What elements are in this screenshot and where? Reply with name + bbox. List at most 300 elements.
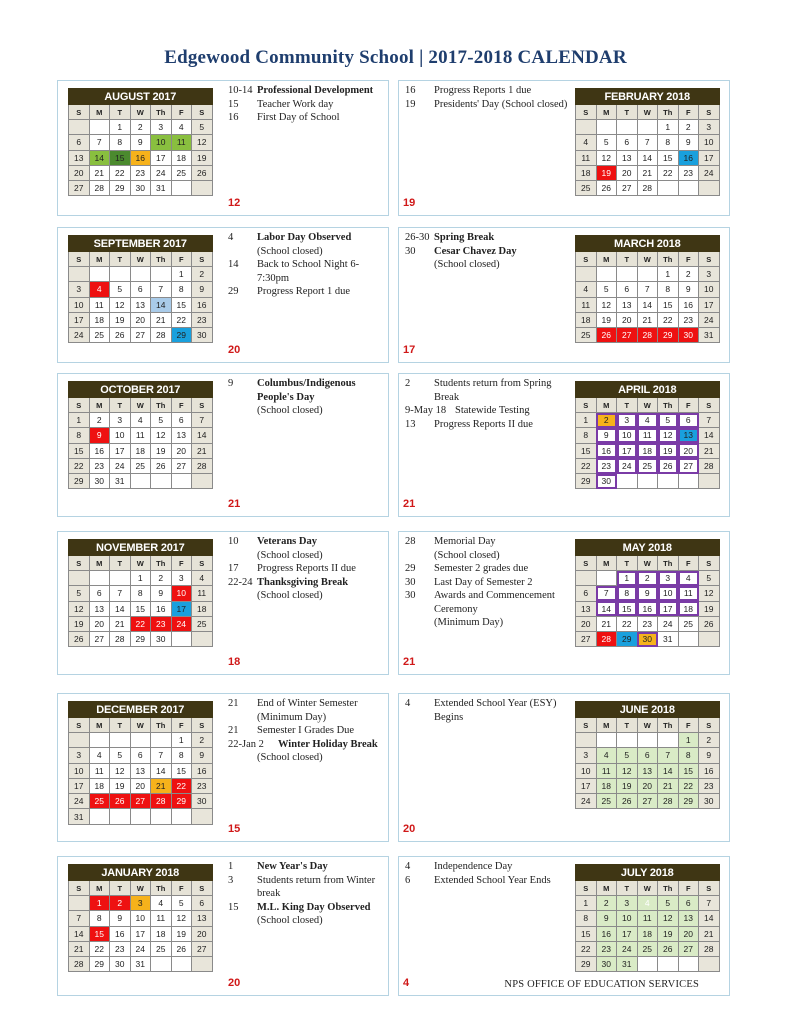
calendar-day: 15 xyxy=(576,443,597,458)
event-date: 4 xyxy=(228,232,234,243)
event-list xyxy=(228,84,388,125)
calendar-day: 4 xyxy=(130,413,151,428)
calendar-empty-cell xyxy=(637,120,658,135)
calendar-day: 13 xyxy=(678,911,699,926)
calendar-day: 1 xyxy=(576,413,597,428)
calendar-day: 18 xyxy=(151,926,172,941)
calendar-day: 20 xyxy=(192,926,213,941)
event-item xyxy=(405,84,571,98)
calendar-day: 30 xyxy=(637,632,658,647)
calendar-day: 25 xyxy=(171,165,192,180)
calendar-day: 10 xyxy=(617,911,638,926)
day-of-week-header: Th xyxy=(151,556,172,571)
month-panel xyxy=(57,856,389,996)
calendar-empty-cell xyxy=(110,733,131,748)
calendar-day: 27 xyxy=(617,181,638,196)
day-of-week-header: W xyxy=(637,718,658,733)
event-text: Extended School Year (ESY) Begins xyxy=(434,698,557,723)
event-item xyxy=(405,874,571,888)
calendar-day: 12 xyxy=(110,297,131,312)
calendar-day: 3 xyxy=(617,413,638,428)
day-of-week-header: S xyxy=(69,718,90,733)
calendar-empty-cell xyxy=(637,474,658,489)
event-date: 2 xyxy=(405,378,411,389)
event-item xyxy=(228,84,388,98)
day-of-week-header: Th xyxy=(151,252,172,267)
calendar-day: 13 xyxy=(130,297,151,312)
calendar-empty-cell xyxy=(617,120,638,135)
calendar-day: 1 xyxy=(171,267,192,282)
calendar-day: 17 xyxy=(576,778,597,793)
event-date: 1 xyxy=(228,861,234,872)
calendar-day: 1 xyxy=(678,733,699,748)
school-day-count: 21 xyxy=(403,498,416,510)
month-name: AUGUST 2017 xyxy=(69,89,213,105)
event-text: End of Winter Semester xyxy=(257,698,358,709)
day-of-week-header: S xyxy=(69,881,90,896)
calendar-day: 11 xyxy=(192,586,213,601)
calendar-day: 2 xyxy=(678,267,699,282)
calendar-day: 10 xyxy=(171,586,192,601)
event-text: Last Day of Semester 2 xyxy=(434,576,533,588)
calendar-day: 12 xyxy=(192,135,213,150)
calendar-day: 3 xyxy=(130,896,151,911)
month-name: FEBRUARY 2018 xyxy=(576,89,720,105)
event-date: 6 xyxy=(405,874,411,886)
calendar-day: 16 xyxy=(699,763,720,778)
calendar-day: 29 xyxy=(171,794,192,809)
calendar-day: 2 xyxy=(151,571,172,586)
calendar-day: 7 xyxy=(658,748,679,763)
calendar-day: 3 xyxy=(171,571,192,586)
calendar-day: 12 xyxy=(110,763,131,778)
calendar-day: 28 xyxy=(151,794,172,809)
calendar-day: 28 xyxy=(69,957,90,972)
calendar-day: 2 xyxy=(637,571,658,586)
calendar-day: 24 xyxy=(658,616,679,631)
month-calendar xyxy=(575,701,720,809)
calendar-day: 28 xyxy=(637,181,658,196)
day-of-week-header: M xyxy=(89,398,110,413)
calendar-day: 11 xyxy=(576,297,597,312)
calendar-day: 11 xyxy=(637,911,658,926)
calendar-day: 9 xyxy=(637,586,658,601)
event-item xyxy=(405,377,571,404)
event-text: (School closed) xyxy=(257,405,323,416)
calendar-empty-cell xyxy=(596,571,617,586)
calendar-day: 22 xyxy=(617,616,638,631)
calendar-empty-cell xyxy=(69,896,90,911)
calendar-day: 1 xyxy=(658,120,679,135)
calendar-day: 21 xyxy=(637,312,658,327)
event-date: 3 xyxy=(228,874,234,886)
day-of-week-header: F xyxy=(678,881,699,896)
calendar-day: 5 xyxy=(658,896,679,911)
event-item xyxy=(228,562,388,576)
event-text: (School closed) xyxy=(257,245,323,257)
calendar-day: 9 xyxy=(192,748,213,763)
calendar-day: 19 xyxy=(171,926,192,941)
calendar-day: 9 xyxy=(596,428,617,443)
calendar-empty-cell xyxy=(637,733,658,748)
calendar-day: 16 xyxy=(637,601,658,616)
event-date xyxy=(228,711,257,725)
calendar-day: 2 xyxy=(596,413,617,428)
day-of-week-header: S xyxy=(192,881,213,896)
event-date: 28 xyxy=(405,536,416,547)
calendar-day: 15 xyxy=(89,926,110,941)
calendar-day: 20 xyxy=(89,616,110,631)
calendar-day: 7 xyxy=(596,586,617,601)
calendar-empty-cell xyxy=(130,267,151,282)
calendar-day: 17 xyxy=(617,443,638,458)
calendar-day: 14 xyxy=(89,150,110,165)
day-of-week-header: S xyxy=(576,881,597,896)
event-date: 30 xyxy=(405,245,416,257)
month-panel xyxy=(398,373,730,517)
calendar-day: 16 xyxy=(192,297,213,312)
event-text: Progress Reports II due xyxy=(257,563,356,574)
calendar-day: 14 xyxy=(699,428,720,443)
calendar-day: 27 xyxy=(678,941,699,956)
calendar-day: 5 xyxy=(699,571,720,586)
event-text: Independence Day xyxy=(434,861,513,872)
calendar-day: 29 xyxy=(110,181,131,196)
calendar-day: 28 xyxy=(596,632,617,647)
day-of-week-header: T xyxy=(110,881,131,896)
calendar-day: 11 xyxy=(596,763,617,778)
event-text: M.L. King Day Observed xyxy=(257,901,371,913)
month-panel xyxy=(57,80,389,216)
calendar-day: 26 xyxy=(110,328,131,343)
calendar-day: 3 xyxy=(658,571,679,586)
day-of-week-header: S xyxy=(192,105,213,120)
school-day-count: 4 xyxy=(403,977,410,989)
event-item xyxy=(405,589,571,616)
calendar-day: 24 xyxy=(130,941,151,956)
calendar-day: 12 xyxy=(596,297,617,312)
calendar-empty-cell xyxy=(69,120,90,135)
calendar-day: 5 xyxy=(658,413,679,428)
event-text: Awards and Commencement Ceremony xyxy=(434,590,555,615)
calendar-empty-cell xyxy=(89,809,110,824)
event-date: 17 xyxy=(228,563,239,574)
calendar-day: 15 xyxy=(678,763,699,778)
calendar-day: 20 xyxy=(678,443,699,458)
event-item xyxy=(228,285,388,299)
calendar-empty-cell xyxy=(192,474,213,489)
calendar-day: 25 xyxy=(637,941,658,956)
event-date: 13 xyxy=(405,418,416,430)
calendar-day: 12 xyxy=(658,428,679,443)
calendar-day: 5 xyxy=(110,282,131,297)
calendar-day: 28 xyxy=(89,181,110,196)
day-of-week-header: W xyxy=(637,398,658,413)
day-of-week-header: M xyxy=(596,252,617,267)
calendar-day: 6 xyxy=(637,748,658,763)
month-calendar xyxy=(68,864,213,972)
school-day-count: 19 xyxy=(403,197,416,209)
month-calendar xyxy=(575,381,720,489)
calendar-day: 13 xyxy=(617,297,638,312)
calendar-day: 18 xyxy=(576,165,597,180)
calendar-day: 10 xyxy=(69,763,90,778)
calendar-day: 28 xyxy=(637,328,658,343)
calendar-day: 19 xyxy=(110,312,131,327)
calendar-day: 16 xyxy=(596,926,617,941)
calendar-day: 1 xyxy=(69,413,90,428)
event-text: Spring Break xyxy=(434,232,495,243)
day-of-week-header: W xyxy=(637,252,658,267)
calendar-empty-cell xyxy=(596,267,617,282)
day-of-week-header: S xyxy=(576,105,597,120)
calendar-day: 18 xyxy=(89,312,110,327)
calendar-day: 16 xyxy=(192,763,213,778)
calendar-day: 23 xyxy=(678,165,699,180)
calendar-day: 23 xyxy=(130,165,151,180)
calendar-empty-cell xyxy=(89,120,110,135)
calendar-day: 23 xyxy=(678,312,699,327)
calendar-day: 27 xyxy=(89,632,110,647)
event-date: 21 xyxy=(228,698,239,709)
calendar-day: 12 xyxy=(658,911,679,926)
calendar-day: 11 xyxy=(678,586,699,601)
month-calendar xyxy=(575,88,720,196)
calendar-day: 22 xyxy=(658,312,679,327)
calendar-day: 22 xyxy=(171,312,192,327)
calendar-day: 1 xyxy=(130,571,151,586)
calendar-empty-cell xyxy=(617,267,638,282)
calendar-empty-cell xyxy=(69,733,90,748)
calendar-day: 26 xyxy=(596,328,617,343)
calendar-day: 8 xyxy=(658,282,679,297)
calendar-day: 17 xyxy=(658,601,679,616)
calendar-day: 24 xyxy=(576,794,597,809)
calendar-day: 15 xyxy=(576,926,597,941)
school-day-count: 20 xyxy=(228,977,241,989)
calendar-day: 3 xyxy=(699,120,720,135)
event-item xyxy=(228,576,388,590)
calendar-day: 13 xyxy=(637,763,658,778)
day-of-week-header: T xyxy=(617,556,638,571)
calendar-day: 9 xyxy=(678,282,699,297)
calendar-day: 14 xyxy=(151,297,172,312)
day-of-week-header: F xyxy=(171,718,192,733)
calendar-day: 3 xyxy=(617,896,638,911)
calendar-day: 10 xyxy=(658,586,679,601)
calendar-day: 8 xyxy=(658,135,679,150)
calendar-day: 23 xyxy=(637,616,658,631)
calendar-day: 20 xyxy=(617,312,638,327)
day-of-week-header: S xyxy=(699,881,720,896)
event-date xyxy=(228,589,257,603)
calendar-day: 18 xyxy=(637,443,658,458)
event-text: Professional Development xyxy=(257,85,374,96)
month-panel xyxy=(57,373,389,517)
day-of-week-header: W xyxy=(130,105,151,120)
event-list xyxy=(228,377,388,418)
event-item xyxy=(228,860,388,874)
day-of-week-header: W xyxy=(130,881,151,896)
calendar-day: 6 xyxy=(130,282,151,297)
calendar-day: 21 xyxy=(699,926,720,941)
calendar-day: 24 xyxy=(617,941,638,956)
event-text: Students return from Spring Break xyxy=(434,378,552,403)
calendar-day: 17 xyxy=(69,312,90,327)
calendar-day: 28 xyxy=(192,458,213,473)
event-date: 10-14 xyxy=(228,85,253,96)
calendar-day: 1 xyxy=(576,896,597,911)
event-text: (School closed) xyxy=(434,259,500,270)
day-of-week-header: S xyxy=(192,252,213,267)
event-date: 4 xyxy=(405,861,411,872)
calendar-day: 6 xyxy=(576,586,597,601)
calendar-empty-cell xyxy=(130,809,151,824)
calendar-day: 25 xyxy=(89,794,110,809)
event-text: (Minimum Day) xyxy=(434,617,504,628)
calendar-day: 18 xyxy=(576,312,597,327)
calendar-day: 26 xyxy=(69,632,90,647)
calendar-day: 29 xyxy=(658,328,679,343)
month-name: DECEMBER 2017 xyxy=(69,702,213,718)
calendar-day: 21 xyxy=(658,778,679,793)
calendar-day: 12 xyxy=(171,911,192,926)
event-list xyxy=(405,377,571,431)
month-panel xyxy=(57,693,389,842)
day-of-week-header: T xyxy=(110,556,131,571)
calendar-day: 19 xyxy=(69,616,90,631)
calendar-day: 20 xyxy=(130,778,151,793)
month-name: JUNE 2018 xyxy=(576,702,720,718)
calendar-day: 22 xyxy=(576,941,597,956)
calendar-day: 27 xyxy=(617,328,638,343)
calendar-day: 14 xyxy=(637,150,658,165)
event-item xyxy=(228,751,388,765)
calendar-day: 2 xyxy=(699,733,720,748)
calendar-day: 17 xyxy=(151,150,172,165)
calendar-day: 19 xyxy=(617,778,638,793)
day-of-week-header: S xyxy=(69,252,90,267)
calendar-day: 8 xyxy=(69,428,90,443)
calendar-day: 8 xyxy=(576,428,597,443)
month-name: JULY 2018 xyxy=(576,865,720,881)
calendar-empty-cell xyxy=(678,474,699,489)
day-of-week-header: Th xyxy=(151,398,172,413)
school-day-count: 18 xyxy=(228,656,241,668)
day-of-week-header: W xyxy=(130,252,151,267)
calendar-day: 22 xyxy=(110,165,131,180)
calendar-day: 10 xyxy=(576,763,597,778)
calendar-day: 6 xyxy=(89,586,110,601)
day-of-week-header: Th xyxy=(151,881,172,896)
calendar-day: 25 xyxy=(678,616,699,631)
calendar-day: 28 xyxy=(699,458,720,473)
day-of-week-header: S xyxy=(576,252,597,267)
calendar-day: 18 xyxy=(596,778,617,793)
calendar-day: 10 xyxy=(110,428,131,443)
calendar-day: 16 xyxy=(89,443,110,458)
calendar-empty-cell xyxy=(596,120,617,135)
calendar-day: 2 xyxy=(192,267,213,282)
calendar-day: 27 xyxy=(171,458,192,473)
event-item xyxy=(228,914,388,928)
calendar-day: 19 xyxy=(110,778,131,793)
event-item xyxy=(405,616,571,630)
day-of-week-header: S xyxy=(192,398,213,413)
calendar-day: 30 xyxy=(699,794,720,809)
calendar-empty-cell xyxy=(658,733,679,748)
event-item xyxy=(405,562,571,576)
calendar-day: 10 xyxy=(69,297,90,312)
day-of-week-header: S xyxy=(576,556,597,571)
event-list xyxy=(405,697,571,724)
event-item xyxy=(228,98,388,112)
calendar-day: 19 xyxy=(658,926,679,941)
calendar-day: 30 xyxy=(596,474,617,489)
calendar-day: 9 xyxy=(596,911,617,926)
page-title: Edgewood Community School | 2017-2018 CALENDAR xyxy=(164,47,627,68)
calendar-day: 26 xyxy=(596,181,617,196)
day-of-week-header: S xyxy=(699,252,720,267)
event-list xyxy=(228,535,388,603)
day-of-week-header: M xyxy=(596,105,617,120)
day-of-week-header: M xyxy=(596,556,617,571)
calendar-day: 5 xyxy=(171,896,192,911)
calendar-day: 8 xyxy=(617,586,638,601)
calendar-day: 18 xyxy=(637,926,658,941)
day-of-week-header: T xyxy=(617,718,638,733)
calendar-day: 8 xyxy=(171,282,192,297)
school-day-count: 12 xyxy=(228,197,241,209)
school-day-count: 15 xyxy=(228,823,241,835)
calendar-day: 30 xyxy=(596,957,617,972)
calendar-day: 2 xyxy=(89,413,110,428)
calendar-day: 17 xyxy=(699,297,720,312)
event-date: 9-May 18 xyxy=(405,405,447,416)
calendar-day: 23 xyxy=(596,458,617,473)
day-of-week-header: S xyxy=(69,105,90,120)
day-of-week-header: W xyxy=(130,556,151,571)
day-of-week-header: Th xyxy=(658,105,679,120)
event-item xyxy=(228,874,388,901)
event-item xyxy=(405,258,571,272)
calendar-day: 25 xyxy=(637,458,658,473)
calendar-empty-cell xyxy=(192,181,213,196)
calendar-day: 13 xyxy=(171,428,192,443)
calendar-day: 25 xyxy=(192,616,213,631)
calendar-empty-cell xyxy=(110,571,131,586)
day-of-week-header: Th xyxy=(658,718,679,733)
calendar-empty-cell xyxy=(678,181,699,196)
calendar-day: 24 xyxy=(69,794,90,809)
calendar-day: 15 xyxy=(171,763,192,778)
calendar-day: 29 xyxy=(678,794,699,809)
calendar-day: 25 xyxy=(130,458,151,473)
calendar-day: 20 xyxy=(617,165,638,180)
calendar-day: 30 xyxy=(110,957,131,972)
school-day-count: 17 xyxy=(403,344,416,356)
calendar-day: 27 xyxy=(130,328,151,343)
month-calendar xyxy=(575,235,720,343)
calendar-day: 3 xyxy=(110,413,131,428)
event-text: (School closed) xyxy=(257,915,323,926)
calendar-day: 1 xyxy=(110,120,131,135)
event-date: 15 xyxy=(228,98,239,110)
calendar-day: 4 xyxy=(596,748,617,763)
event-date xyxy=(228,404,257,418)
calendar-day: 22 xyxy=(171,778,192,793)
calendar-day: 6 xyxy=(678,896,699,911)
